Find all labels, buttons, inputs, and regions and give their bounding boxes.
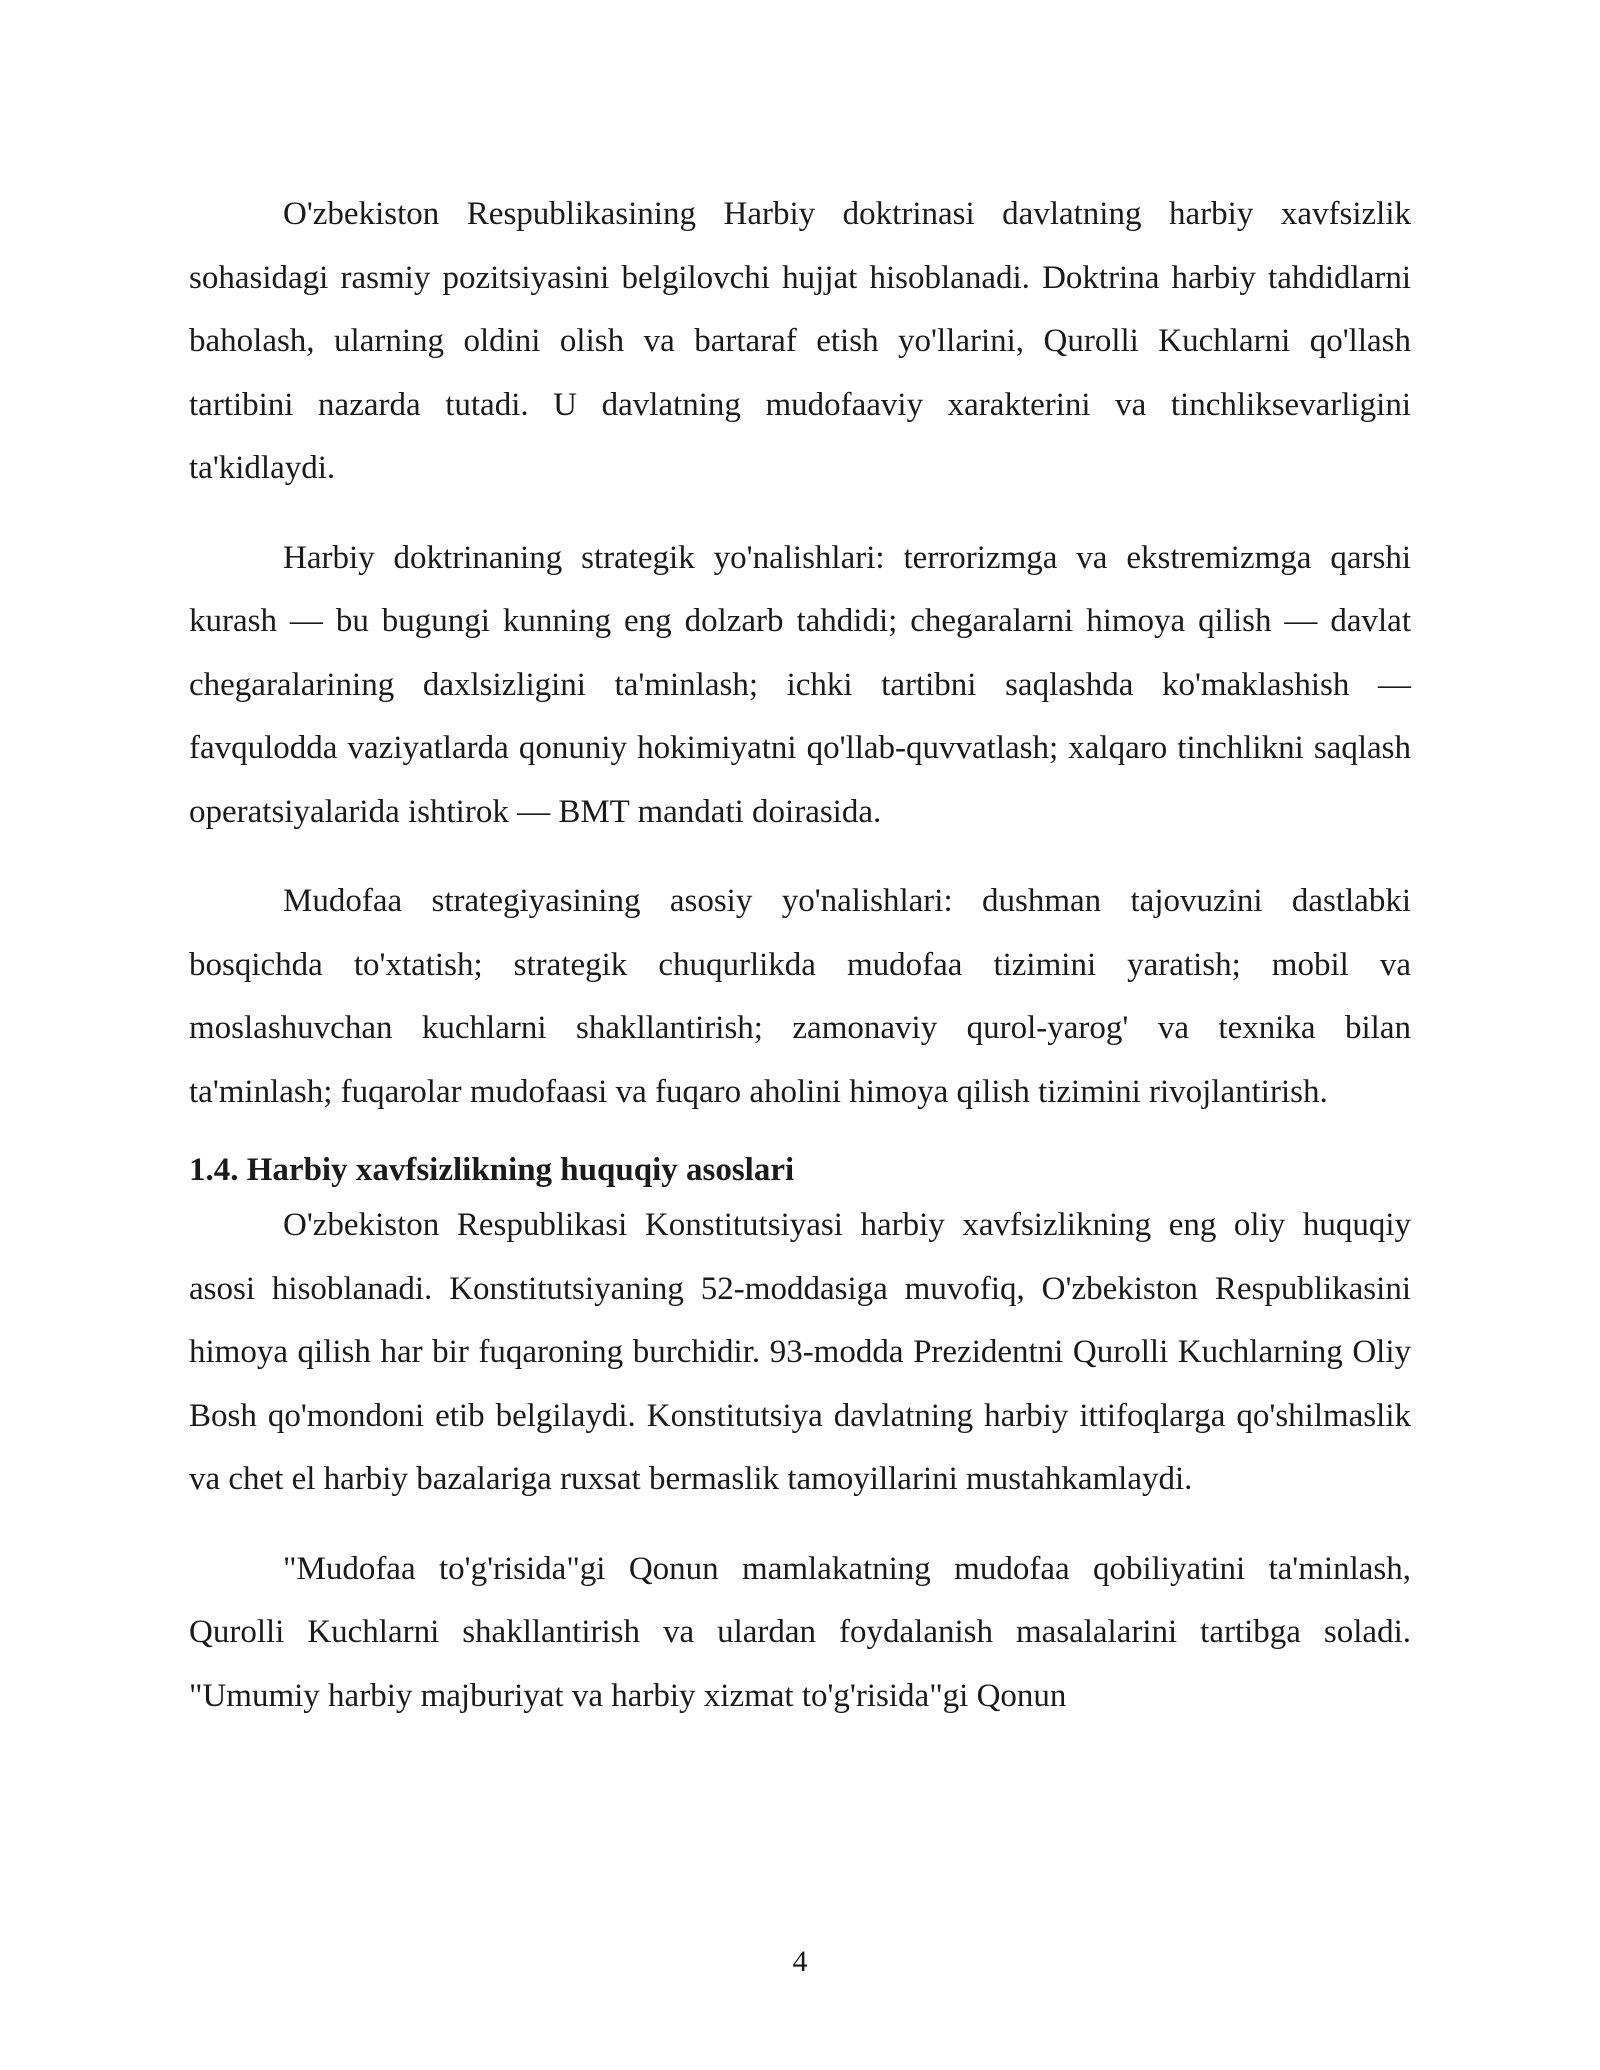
paragraph-defense-law: "Mudofaa to'g'risida"gi Qonun mamlakatning mudofaa qobiliyatini ta'minlash, Qurolli Kuchlarni shakllantirish va ulardan foydalanish masalalarini tartibga soladi. "Umumiy harbiy majburiyat va harbiy xizmat to'g'risida"gi Qonun xyxy=(189,1550,1411,1714)
paragraph-constitution: O'zbekiston Respublikasi Konstitutsiyasi harbiy xavfsizlikning eng oliy huquqiy asosi hisoblanadi. Konstitutsiyaning 52-moddasiga muvofiq, O'zbekiston Respublikasini himoya qilish har bir fuqaroning burchidir. 93-modda Prezidentni Qurolli Kuchlarning Oliy Bosh qo'mondoni etib belgilaydi. Konstitutsiya davlatning harbiy ittifoqlarga qo'shilmaslik va chet el harbiy bazalariga ruxsat bermaslik tamoyillarini mustahkamlaydi. xyxy=(189,1207,1411,1497)
page-number: 4 xyxy=(792,1945,808,1978)
section-heading: 1.4. Harbiy xavfsizlikning huquqiy asoslari xyxy=(189,1152,795,1188)
paragraph-strategic-directions: Harbiy doktrinaning strategik yo'nalishlari: terrorizmga va ekstremizmga qarshi kurash — bu bugungi kunning eng dolzarb tahdidi; chegaralarni himoya qilish — davlat chegaralarining daxlsizligini ta'minlash; ichki tartibni saqlashda ko'maklashish — favqulodda vaziyatlarda qonuniy hokimiyatni qo'llab-quvvatlash; xalqaro tinchlikni saqlash operatsiyalarida ishtirok — BMT mandati doirasida. xyxy=(189,539,1411,830)
paragraph-defense-strategy: Mudofaa strategiyasining asosiy yo'nalishlari: dushman tajovuzini dastlabki bosqichda to'xtatish; strategik chuqurlikda mudofaa tizimini yaratish; mobil va moslashuvchan kuchlarni shakllantirish; zamonaviy qurol-yarog' va texnika bilan ta'minlash; fuqarolar mudofaasi va fuqaro aholini himoya qilish tizimini rivojlantirish. xyxy=(189,883,1411,1110)
paragraph-military-doctrine: O'zbekiston Respublikasining Harbiy doktrinasi davlatning harbiy xavfsizlik sohasidagi rasmiy pozitsiyasini belgilovchi hujjat hisoblanadi. Doktrina harbiy tahdidlarni baholash, ularning oldini olish va bartaraf etish yo'llarini, Qurolli Kuchlarni qo'llash tartibini nazarda tutadi. U davlatning mudofaaviy xarakterini va tinchliksevarligini ta'kidlaydi. xyxy=(189,196,1411,486)
page-body xyxy=(189,183,1411,1728)
